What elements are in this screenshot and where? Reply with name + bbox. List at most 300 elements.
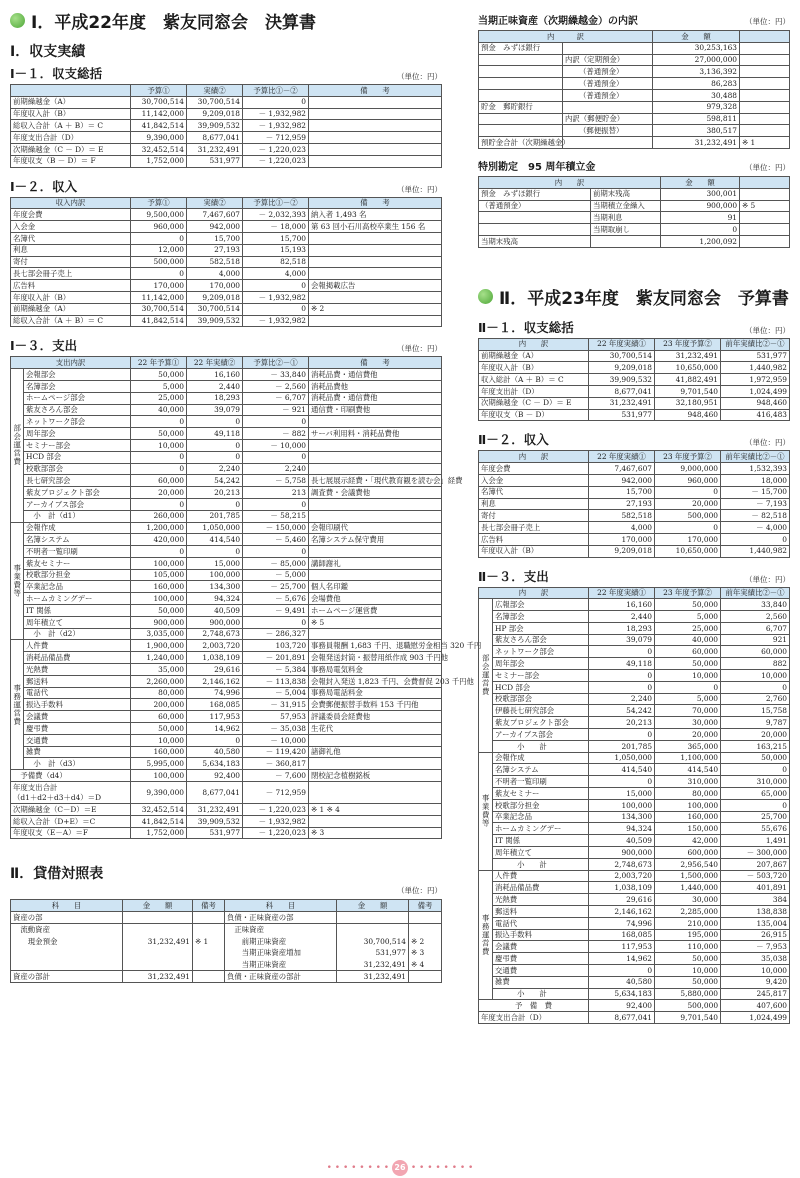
table-cell: 20,000	[721, 729, 790, 741]
table-cell: 正味資産	[225, 924, 337, 936]
table-cell: 31,232,491	[653, 137, 740, 149]
table-row	[11, 143, 442, 155]
table-row	[479, 599, 790, 611]
table-cell: 384	[721, 894, 790, 906]
table-cell: 5,634,183	[187, 758, 243, 770]
table-cell: 195,000	[655, 929, 721, 941]
table-cell: 201,785	[589, 740, 655, 752]
table-cell: 1,900,000	[131, 640, 187, 652]
table-cell: 0	[187, 451, 243, 463]
table-cell: 1,752,000	[131, 827, 187, 839]
table-cell: 960,000	[131, 221, 187, 233]
column-header: 金 額	[337, 900, 409, 912]
table-cell: 0	[589, 670, 655, 682]
table-cell: － 82,518	[721, 510, 790, 522]
table-cell: － 2,032,393	[243, 209, 309, 221]
table-cell: 2,240	[589, 693, 655, 705]
table-cell: 900,000	[187, 616, 243, 628]
table-cell: 年度支出合計（D）	[11, 132, 131, 144]
table-cell: 長七研究部会	[24, 475, 131, 487]
table-cell: 30,253,163	[653, 42, 740, 54]
table-row	[479, 200, 790, 212]
table-cell: 0	[187, 734, 243, 746]
column-header	[11, 85, 131, 97]
table-cell: 598,811	[653, 113, 740, 125]
table-row	[11, 699, 442, 711]
table-cell: 10,000	[721, 965, 790, 977]
table-cell: 979,328	[653, 101, 740, 113]
table-cell: 30,700,514	[187, 303, 243, 315]
table-cell: 前期繰越金（A）	[11, 303, 131, 315]
table-row	[11, 268, 442, 280]
table-cell: 現金預金	[11, 935, 123, 947]
table-cell: 500,000	[655, 1000, 721, 1012]
table-cell	[740, 125, 790, 137]
table-cell: － 360,817	[243, 758, 309, 770]
table-cell: － 113,838	[243, 675, 309, 687]
header-row	[11, 85, 442, 97]
table-row	[11, 522, 442, 534]
table-row	[11, 593, 442, 605]
table-cell: 年度収支（E－A）＝F	[11, 827, 131, 839]
table-cell: 年度会費	[479, 463, 589, 475]
table-cell: 170,000	[655, 533, 721, 545]
table-cell: 160,000	[131, 746, 187, 758]
table-cell: 納入者 1,493 名	[309, 209, 442, 221]
table-cell: 213	[243, 487, 309, 499]
table-cell: 10,000	[655, 965, 721, 977]
table-cell: 15,700	[187, 232, 243, 244]
table-balance-sheet	[10, 899, 442, 983]
table-cell: 交通費	[24, 734, 131, 746]
table-row	[479, 788, 790, 800]
table-cell: 15,758	[721, 705, 790, 717]
table-cell: － 85,000	[243, 557, 309, 569]
table-cell: 900,000	[131, 616, 187, 628]
column-header: 23 年度予算②	[655, 451, 721, 463]
table-cell: 531,977	[187, 827, 243, 839]
table-row	[479, 137, 790, 149]
column-header	[740, 31, 790, 43]
table-cell: 2,285,000	[655, 906, 721, 918]
table-row	[11, 534, 442, 546]
table-row	[11, 428, 442, 440]
table-cell: 当期正味資産増加	[225, 947, 337, 959]
table-row	[479, 740, 790, 752]
table-cell	[309, 291, 442, 303]
table-cell: 29,616	[187, 664, 243, 676]
table-cell: 9,701,540	[655, 385, 721, 397]
table-cell: 消耗品費他	[309, 380, 442, 392]
table-cell: 163,215	[721, 740, 790, 752]
table-cell: 名簿代	[479, 486, 589, 498]
table-cell	[309, 815, 442, 827]
table-cell: 29,616	[589, 894, 655, 906]
table-cell: 年度収支（B － D）	[479, 409, 589, 421]
table-cell: 91	[661, 212, 740, 224]
table-row	[479, 823, 790, 835]
table-cell: 会費郵便振替手数料 153 千円他	[309, 699, 442, 711]
table-cell	[309, 782, 442, 804]
table-cell	[309, 510, 442, 522]
table-cell: 14,962	[187, 723, 243, 735]
table-cell: 0	[589, 646, 655, 658]
table-cell: ホームカミングデー	[493, 823, 589, 835]
bullet-dot-icon	[10, 13, 25, 28]
table-cell: 31,232,491	[589, 397, 655, 409]
column-header: 内 訳	[479, 451, 589, 463]
left-column	[10, 0, 482, 983]
header-row	[479, 31, 790, 43]
table-cell: 15,000	[187, 557, 243, 569]
table-cell	[193, 971, 225, 983]
column-header: 実績②	[187, 85, 243, 97]
table-cell: 49,118	[187, 428, 243, 440]
table-cell: 60,000	[721, 646, 790, 658]
table-cell: 26,915	[721, 929, 790, 941]
table-cell: 82,518	[243, 256, 309, 268]
column-header: 予算比①－②	[243, 197, 309, 209]
table-cell: 407,600	[721, 1000, 790, 1012]
table-row	[479, 66, 790, 78]
table-cell	[563, 42, 653, 54]
table-cell: 900,000	[661, 200, 740, 212]
table-cell: 582,518	[187, 256, 243, 268]
table-cell: 資産の部計	[11, 971, 123, 983]
table-income	[10, 197, 442, 328]
table-cell: 当期末残高	[479, 235, 591, 247]
table-cell: 紫友さろん部会	[493, 634, 589, 646]
table-cell: － 2,560	[243, 380, 309, 392]
table-row	[479, 498, 790, 510]
table-cell	[740, 42, 790, 54]
table-cell: － 119,420	[243, 746, 309, 758]
column-header: 科 目	[11, 900, 123, 912]
table-cell: 当期取崩し	[591, 224, 661, 236]
table-cell: 周年部会	[24, 428, 131, 440]
table-cell: 27,193	[187, 244, 243, 256]
table-cell	[123, 959, 193, 971]
table-cell: 0	[131, 463, 187, 475]
table-cell: 5,995,000	[131, 758, 187, 770]
table-row	[11, 935, 442, 947]
table-row	[479, 858, 790, 870]
table-cell: 30,488	[653, 89, 740, 101]
table-cell: 0	[721, 681, 790, 693]
table-cell: 1,024,499	[721, 1012, 790, 1024]
table-cell: HP 部会	[493, 622, 589, 634]
table-cell: 50,000	[131, 428, 187, 440]
heading-income-results: Ⅰ．収支実績	[10, 44, 86, 60]
table-cell: 41,842,514	[131, 120, 187, 132]
table-cell: 942,000	[187, 221, 243, 233]
table-cell: 事務局電気料金	[309, 664, 442, 676]
table-cell: 雑費	[24, 746, 131, 758]
table-cell: 260,000	[131, 510, 187, 522]
table-cell: 600,000	[655, 847, 721, 859]
right-column	[478, 0, 790, 1024]
table-cell: 年度収入計（B）	[479, 362, 589, 374]
table-cell: 9,209,018	[589, 362, 655, 374]
table-cell: 2,240	[243, 463, 309, 475]
table-cell: 小 計（d3）	[24, 758, 131, 770]
table-cell: 40,580	[589, 976, 655, 988]
table-special-fund	[478, 176, 790, 248]
table-cell: 会報作成	[24, 522, 131, 534]
table-row	[479, 670, 790, 682]
column-header: 予算①	[131, 197, 187, 209]
table-row	[11, 475, 442, 487]
table-cell: 1,532,393	[721, 463, 790, 475]
column-header: 金 額	[123, 900, 193, 912]
heading-income: Ⅰ－２．収入	[10, 178, 78, 194]
table-cell: ※ 3	[409, 947, 442, 959]
table-cell: ネットワーク部会	[24, 416, 131, 428]
table-cell: 1,050,000	[589, 752, 655, 764]
table-cell: 41,842,514	[131, 315, 187, 327]
table-cell: 光熱費	[493, 894, 589, 906]
table-row	[11, 947, 442, 959]
group-label: 部会運営費	[479, 599, 493, 752]
table-cell	[337, 912, 409, 924]
table-cell: 201,785	[187, 510, 243, 522]
table-cell: 紫友プロジェクト部会	[24, 487, 131, 499]
table-cell: 3,035,000	[131, 628, 187, 640]
table-cell: 921	[721, 634, 790, 646]
table-summary	[10, 84, 442, 168]
table-cell	[479, 224, 591, 236]
table-cell: 0	[243, 280, 309, 292]
table-cell: 1,100,000	[655, 752, 721, 764]
group-label: 部会運営費	[11, 369, 24, 522]
table-cell: 9,701,540	[655, 1012, 721, 1024]
table-cell: 会報封入発送 1,823 千円、会費督促 203 千円他	[309, 675, 442, 687]
table-cell: 39,909,532	[187, 315, 243, 327]
table-row	[479, 965, 790, 977]
table-cell: － 1,932,982	[243, 120, 309, 132]
table-cell: － 5,000	[243, 569, 309, 581]
table-cell	[409, 924, 442, 936]
table-cell: 閉校記念植樹銘板	[309, 770, 442, 782]
table-cell: 郵送料	[24, 675, 131, 687]
table-cell: 30,700,514	[589, 350, 655, 362]
table-cell: 9,390,000	[131, 132, 187, 144]
table-cell: 531,977	[187, 155, 243, 167]
table-cell: － 18,000	[243, 221, 309, 233]
table-cell: － 5,004	[243, 687, 309, 699]
table-cell: 小 計	[493, 988, 589, 1000]
table-row	[11, 711, 442, 723]
column-header: 内 訳	[479, 176, 661, 188]
table-cell: 8,677,041	[589, 385, 655, 397]
table-cell: 1,038,109	[589, 882, 655, 894]
table-cell: － 58,215	[243, 510, 309, 522]
table-cell: 55,676	[721, 823, 790, 835]
table-cell: 入会金	[479, 474, 589, 486]
table-cell: 5,880,000	[655, 988, 721, 1000]
table-cell: HCD 部会	[24, 451, 131, 463]
table-row	[11, 404, 442, 416]
table-cell: 周年積立て	[24, 616, 131, 628]
table-cell: 消耗品備品費	[493, 882, 589, 894]
table-cell: 27,193	[589, 498, 655, 510]
table-cell: ※ 3	[309, 827, 442, 839]
table-expense	[10, 356, 482, 839]
table-cell: 次期繰越金（C － D）＝ E	[479, 397, 589, 409]
table-cell: 0	[131, 268, 187, 280]
table-cell: 74,996	[187, 687, 243, 699]
table-cell: 振込手数料	[493, 929, 589, 941]
table-cell: （普通預金）	[479, 200, 591, 212]
table-cell: － 1,932,982	[243, 315, 309, 327]
table-cell: 20,000	[655, 729, 721, 741]
table-cell: 39,079	[187, 404, 243, 416]
table-cell: 1,038,109	[187, 652, 243, 664]
table-cell: 利息	[479, 498, 589, 510]
table-cell: 50,000	[131, 369, 187, 381]
table-cell: 広告料	[11, 280, 131, 292]
table-row	[11, 971, 442, 983]
column-header: 内 訳	[479, 31, 653, 43]
table-cell: 9,000,000	[655, 463, 721, 475]
table-cell: 60,000	[655, 646, 721, 658]
table-row	[479, 729, 790, 741]
table-cell	[740, 89, 790, 101]
table-cell: 2,003,720	[187, 640, 243, 652]
table-cell: 前期繰越金（A）	[11, 96, 131, 108]
table-cell	[740, 54, 790, 66]
table-cell: 当期積立金繰入	[591, 200, 661, 212]
table-cell	[309, 416, 442, 428]
table-cell	[479, 89, 563, 101]
table-cell: ※ 1	[193, 935, 225, 947]
table-cell: 32,180,951	[655, 397, 721, 409]
table-cell: 80,000	[655, 788, 721, 800]
table-cell: 582,518	[589, 510, 655, 522]
table-row	[479, 658, 790, 670]
table-cell: 負債・正味資産の部計	[225, 971, 337, 983]
table-cell: 紫友セミナー	[24, 557, 131, 569]
table-asset-breakdown	[478, 30, 790, 149]
table-cell: 170,000	[131, 280, 187, 292]
table-cell: 名簿代	[11, 232, 131, 244]
table-cell: 振込手数料	[24, 699, 131, 711]
table-cell: 9,209,018	[187, 291, 243, 303]
table-cell: 31,232,491	[123, 935, 193, 947]
table-cell: － 7,953	[721, 941, 790, 953]
table-cell: 不明者一覧印刷	[493, 776, 589, 788]
table-cell	[309, 463, 442, 475]
table-cell: 1,500,000	[655, 870, 721, 882]
table-cell: 160,000	[131, 581, 187, 593]
table-cell: 100,000	[589, 799, 655, 811]
table-cell: 2,560	[721, 611, 790, 623]
table-cell	[309, 268, 442, 280]
table-cell: 300,001	[661, 188, 740, 200]
table-cell: 531,977	[589, 409, 655, 421]
unit-label: （単位：円）	[745, 162, 790, 172]
table-cell: 942,000	[589, 474, 655, 486]
column-header: 予算比②－①	[243, 357, 309, 369]
table-cell: IT 関係	[493, 835, 589, 847]
table-cell: － 1,220,023	[243, 155, 309, 167]
table-cell: 広報部会	[493, 599, 589, 611]
table-row	[11, 303, 442, 315]
table-cell: － 5,384	[243, 664, 309, 676]
table-cell: 慶弔費	[24, 723, 131, 735]
table-row	[11, 315, 442, 327]
table-cell: － 4,000	[721, 522, 790, 534]
table-cell: － 150,000	[243, 522, 309, 534]
table-cell: 92,400	[589, 1000, 655, 1012]
header-row	[479, 338, 790, 350]
table-cell: 401,891	[721, 882, 790, 894]
table-cell: 100,000	[655, 799, 721, 811]
table-cell: ※ 1	[740, 137, 790, 149]
column-header: 予算①	[131, 85, 187, 97]
table-cell: 2,146,162	[589, 906, 655, 918]
table-row	[11, 451, 442, 463]
table-cell: 168,085	[187, 699, 243, 711]
column-header: 23 年度予算②	[655, 587, 721, 599]
column-header: 実績②	[187, 197, 243, 209]
table-cell: 0	[187, 416, 243, 428]
table-cell: 50,000	[655, 976, 721, 988]
table-cell: 寄付	[479, 510, 589, 522]
table-cell: 2,956,540	[655, 858, 721, 870]
table-row	[479, 350, 790, 362]
table-row	[11, 827, 442, 839]
table-cell: 校歌部部会	[24, 463, 131, 475]
table-cell: 0	[131, 498, 187, 510]
table-cell: 1,440,982	[721, 545, 790, 557]
table-cell: 前期正味資産	[225, 935, 337, 947]
table-cell: 会議費	[24, 711, 131, 723]
table-cell: 消耗品備品費	[24, 652, 131, 664]
table-row	[11, 416, 442, 428]
table-cell: 会報部会	[24, 369, 131, 381]
table-cell: 10,000	[131, 439, 187, 451]
column-header: 備考	[193, 900, 225, 912]
table-cell: 86,283	[653, 78, 740, 90]
column-header: 予算比①－②	[243, 85, 309, 97]
table-cell	[740, 188, 790, 200]
table-cell	[193, 959, 225, 971]
table-cell: 2,748,673	[187, 628, 243, 640]
table-row	[11, 369, 442, 381]
table-cell: 0	[589, 681, 655, 693]
table-row	[11, 581, 442, 593]
table-cell: 0	[589, 776, 655, 788]
table-cell: 1,050,000	[187, 522, 243, 534]
table-cell: 寄付	[11, 256, 131, 268]
table-cell	[479, 113, 563, 125]
table-cell: サーバ利用料・消耗品費他	[309, 428, 442, 440]
table-cell: 7,467,607	[187, 209, 243, 221]
table-cell	[309, 256, 442, 268]
column-header: 金 額	[661, 176, 740, 188]
table-cell	[309, 120, 442, 132]
table-cell	[309, 315, 442, 327]
table-cell: 年度会費	[11, 209, 131, 221]
table-cell: 135,004	[721, 917, 790, 929]
table-row	[11, 557, 442, 569]
table-row	[479, 125, 790, 137]
bullet-dot-icon	[478, 289, 493, 304]
table-cell: 0	[187, 498, 243, 510]
table-cell: 会議費	[493, 941, 589, 953]
table-row	[11, 256, 442, 268]
